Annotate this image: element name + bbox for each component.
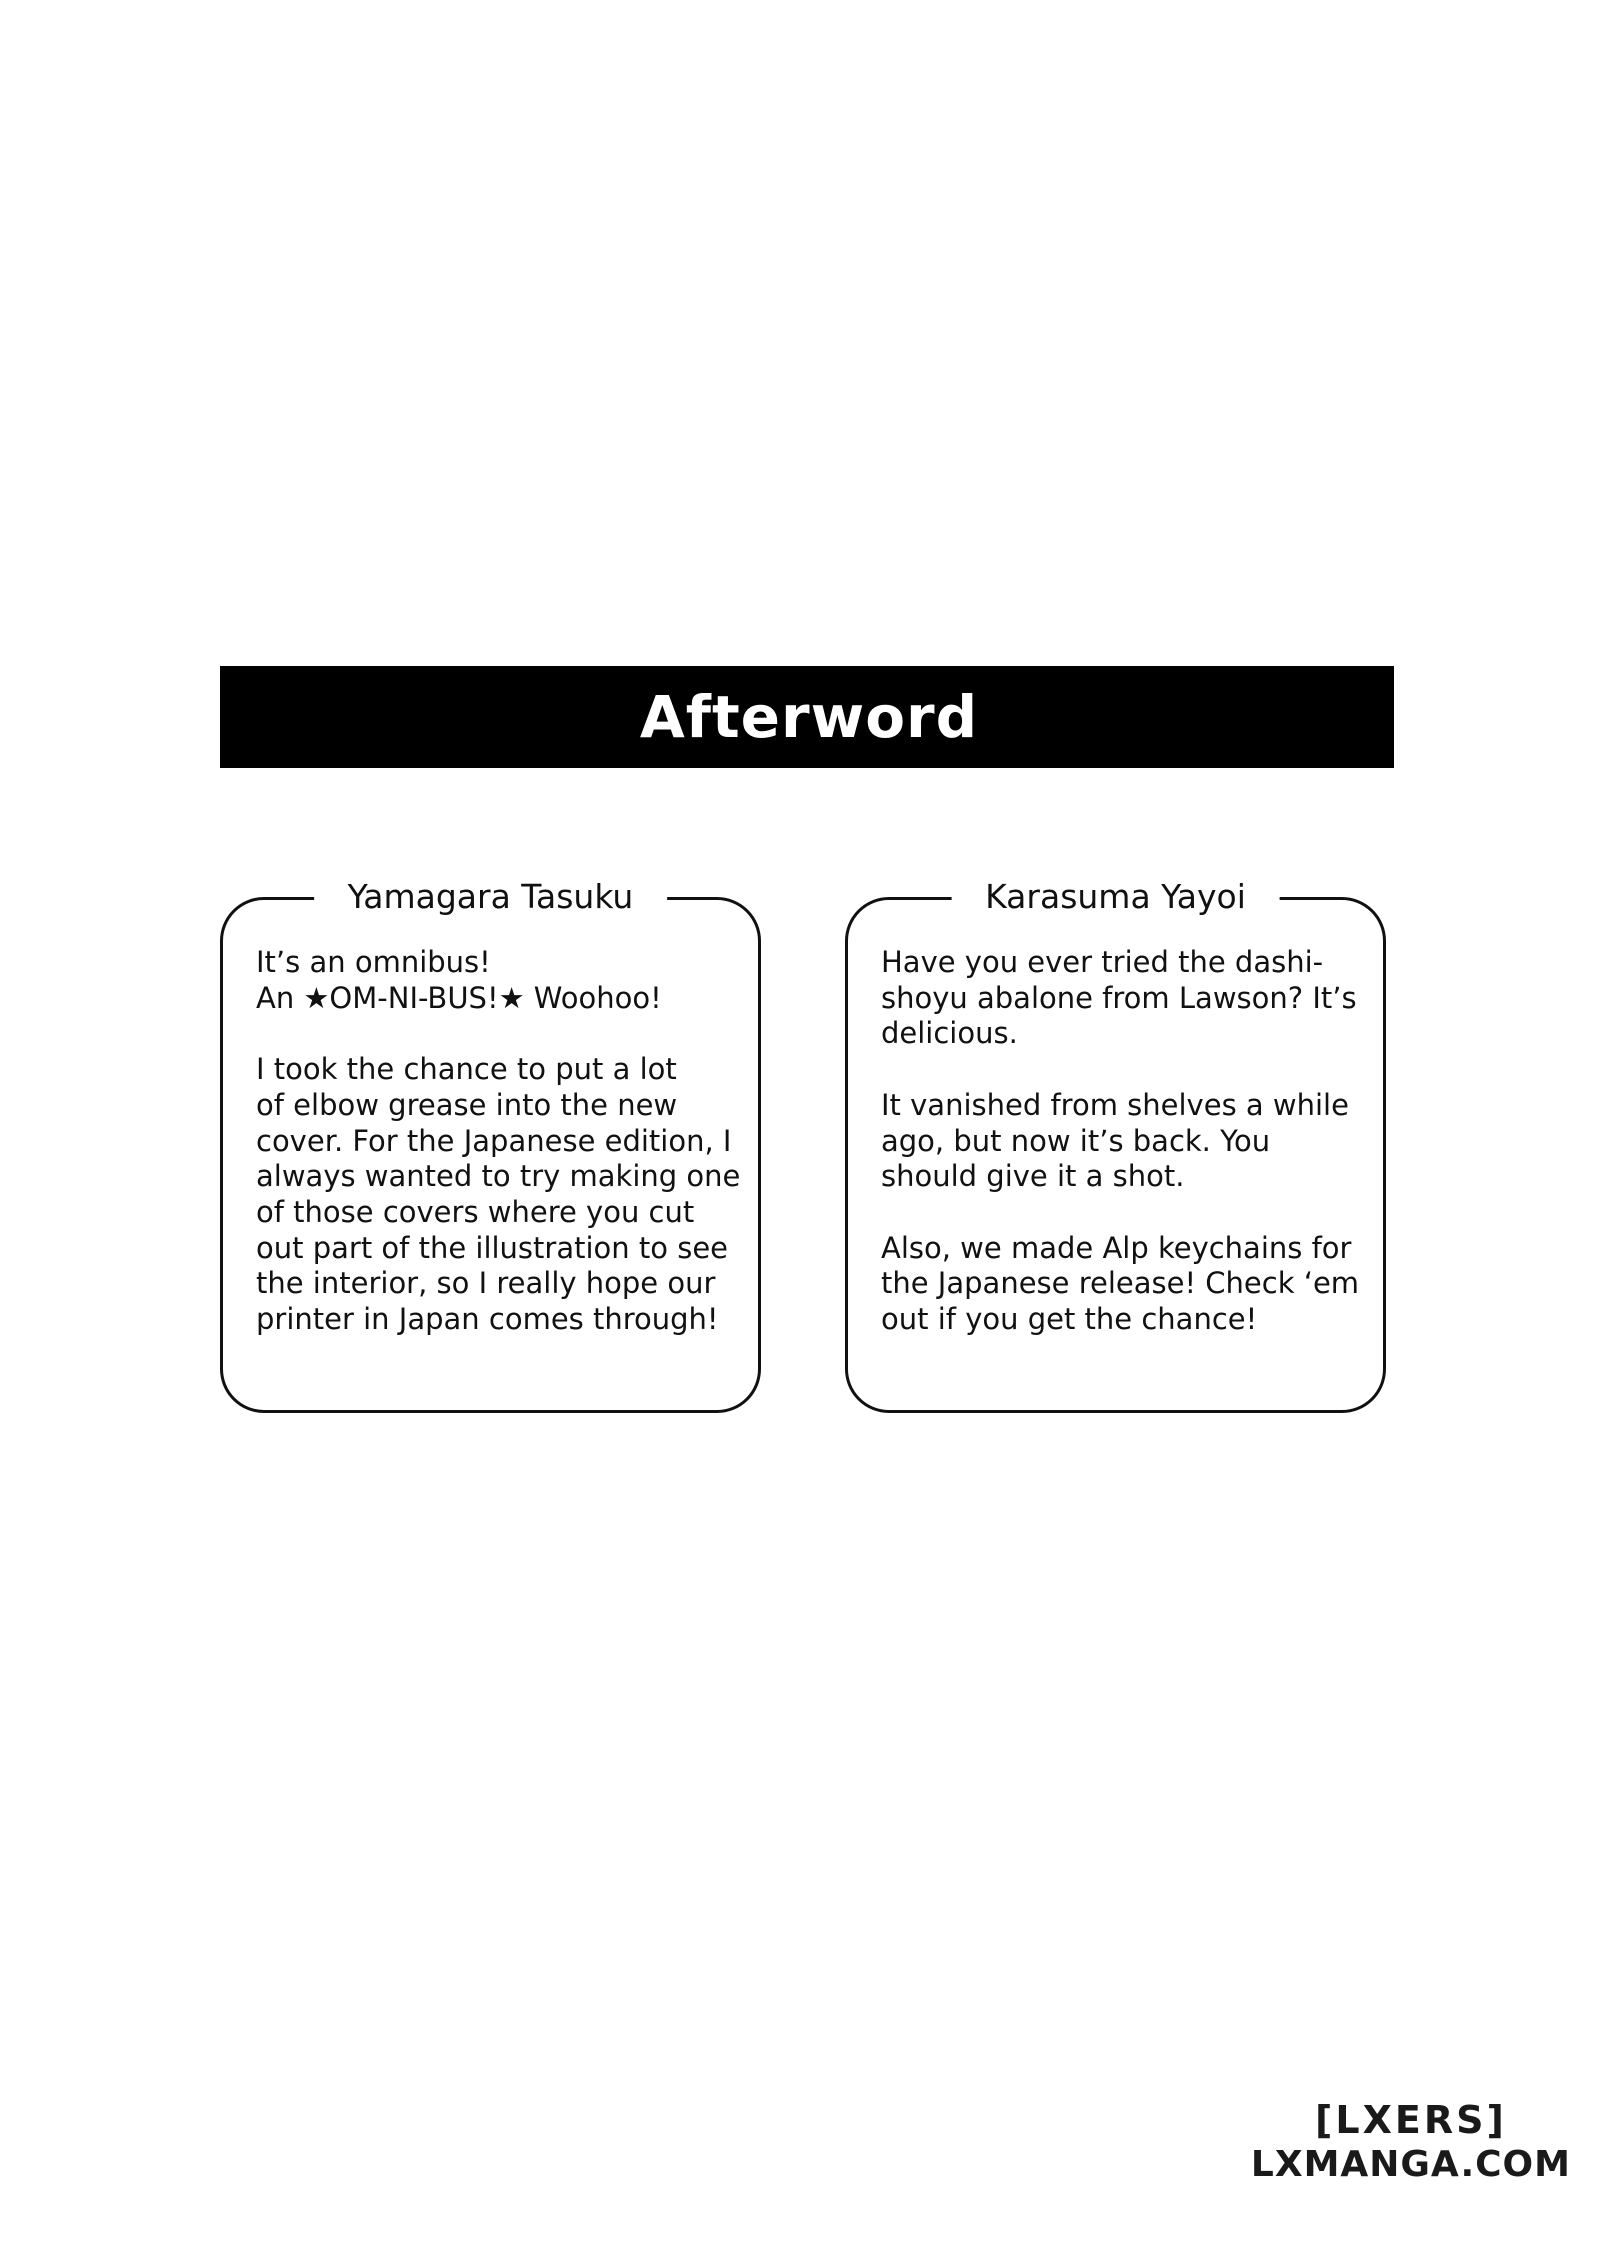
scanlation-watermark — [1251, 2098, 1571, 2188]
note-body — [881, 945, 1371, 1338]
note-paragraph: Have you ever tried the dashi- shoyu abalone from Lawson? It’s delicious. — [881, 945, 1357, 1051]
watermark-group-name: [LXERS] — [1315, 2098, 1507, 2142]
author-note-karasuma — [845, 877, 1386, 1413]
note-paragraph: Also, we made Alp keychains for the Japanese release! Check ‘em out if you get the chance! — [881, 1230, 1360, 1336]
watermark-site-name: LXMANGA.COM — [1250, 2144, 1571, 2185]
note-body — [256, 945, 746, 1338]
note-paragraph: I took the chance to put a lot of elbow grease into the new cover. For the Japanese edition, I always wanted to try making one of those covers where you cut out part of the illustration to see the interior, so I really hope our printer in Japan comes through! — [256, 1052, 741, 1337]
note-paragraph: It vanished from shelves a while ago, but now it’s back. You should give it a shot. — [881, 1087, 1349, 1194]
author-name: Yamagara Tasuku — [314, 875, 668, 919]
note-paragraph: It’s an omnibus! An ★OM-NI-BUS!★ Woohoo! — [256, 945, 662, 1015]
author-note-yamagara — [220, 877, 761, 1413]
page-title: Afterword — [639, 683, 979, 751]
author-name: Karasuma Yayoi — [951, 875, 1280, 919]
afterword-title-bar — [220, 666, 1394, 768]
